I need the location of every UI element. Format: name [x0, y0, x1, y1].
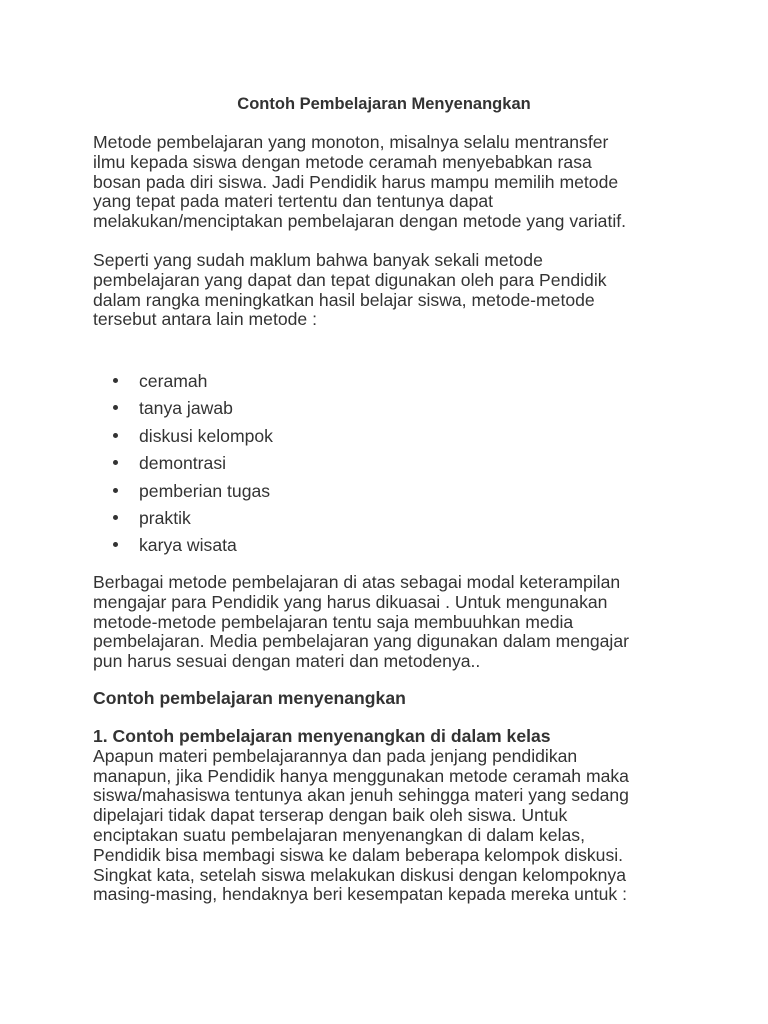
list-item: [93, 534, 273, 561]
paragraph-line: Apapun materi pembelajarannya dan pada jenjang pendidikan: [93, 745, 578, 766]
subsection-heading: 1. Contoh pembelajaran menyenangkan di dalam kelas: [93, 726, 551, 746]
list-item-label: tanya jawab: [139, 398, 233, 419]
list-item-label: praktik: [139, 507, 191, 528]
section-heading: Contoh pembelajaran menyenangkan: [93, 688, 406, 708]
list-item: [93, 452, 273, 479]
paragraph-line: siswa/mahasiswa tentunya akan jenuh sehingga materi yang sedang: [93, 785, 629, 806]
paragraph-line: manapun, jika Pendidik hanya menggunakan metode ceramah maka: [93, 765, 629, 786]
paragraph-methods-summary: [93, 573, 629, 672]
paragraph-line: yang tepat pada materi tertentu dan tentunya dapat: [93, 191, 494, 212]
bullet-icon: [113, 433, 118, 438]
bullet-icon: [113, 515, 118, 520]
paragraph-line: Metode pembelajaran yang monoton, misalnya selalu mentransfer: [93, 132, 609, 152]
list-item-label: pemberian tugas: [139, 480, 271, 501]
bullet-icon: [113, 378, 118, 383]
list-item-label: demontrasi: [139, 453, 227, 474]
paragraph-line: pembelajaran yang dapat dan tepat digunakan oleh para Pendidik: [93, 269, 607, 290]
paragraph-line: ilmu kepada siswa dengan metode ceramah menyebabkan rasa: [93, 151, 592, 172]
list-item: [93, 425, 273, 452]
list-item-label: diskusi kelompok: [139, 425, 273, 446]
paragraph-line: Pendidik bisa membagi siswa ke dalam beberapa kelompok diskusi.: [93, 844, 624, 865]
list-item: [93, 480, 273, 507]
list-item-label: karya wisata: [139, 535, 237, 556]
paragraph-line: masing-masing, hendaknya beri kesempatan kepada mereka untuk :: [93, 884, 627, 905]
list-item-label: ceramah: [139, 371, 208, 391]
paragraph-line: Berbagai metode pembelajaran di atas sebagai modal keterampilan: [93, 572, 621, 592]
paragraph-line: pun harus sesuai dengan materi dan metodenya..: [93, 651, 481, 672]
list-item: [93, 370, 273, 397]
bullet-icon: [113, 542, 118, 547]
bullet-icon: [113, 460, 118, 465]
paragraph-line: tersebut antara lain metode :: [93, 309, 317, 330]
paragraph-line: mengajar para Pendidik yang harus dikuasai . Untuk mengunakan: [93, 591, 608, 612]
paragraph-line: enciptakan suatu pembelajaran menyenangkan di dalam kelas,: [93, 824, 585, 845]
paragraph-classroom: [93, 727, 629, 905]
paragraph-line: Singkat kata, setelah siswa melakukan diskusi dengan kelompoknya: [93, 864, 627, 885]
paragraph-line: melakukan/menciptakan pembelajaran dengan metode yang variatif.: [93, 211, 627, 232]
bullet-icon: [113, 488, 118, 493]
methods-list: [93, 370, 273, 562]
list-item: [93, 507, 273, 534]
document-title: Contoh Pembelajaran Menyenangkan: [237, 95, 531, 113]
paragraph-line: dalam rangka meningkatkan hasil belajar siswa, metode-metode: [93, 289, 595, 310]
list-item: [93, 397, 273, 424]
paragraph-line: bosan pada diri siswa. Jadi Pendidik harus mampu memilih metode: [93, 171, 619, 192]
bullet-icon: [113, 405, 118, 410]
paragraph-methods-intro: [93, 251, 607, 330]
paragraph-line: pembelajaran. Media pembelajaran yang digunakan dalam mengajar: [93, 631, 629, 652]
paragraph-intro: [93, 133, 626, 232]
paragraph-line: dipelajari tidak dapat terserap dengan baik oleh siswa. Untuk: [93, 805, 568, 826]
paragraph-line: metode-metode pembelajaran tentu saja membuuhkan media: [93, 611, 574, 632]
paragraph-line: Seperti yang sudah maklum bahwa banyak sekali metode: [93, 250, 543, 270]
